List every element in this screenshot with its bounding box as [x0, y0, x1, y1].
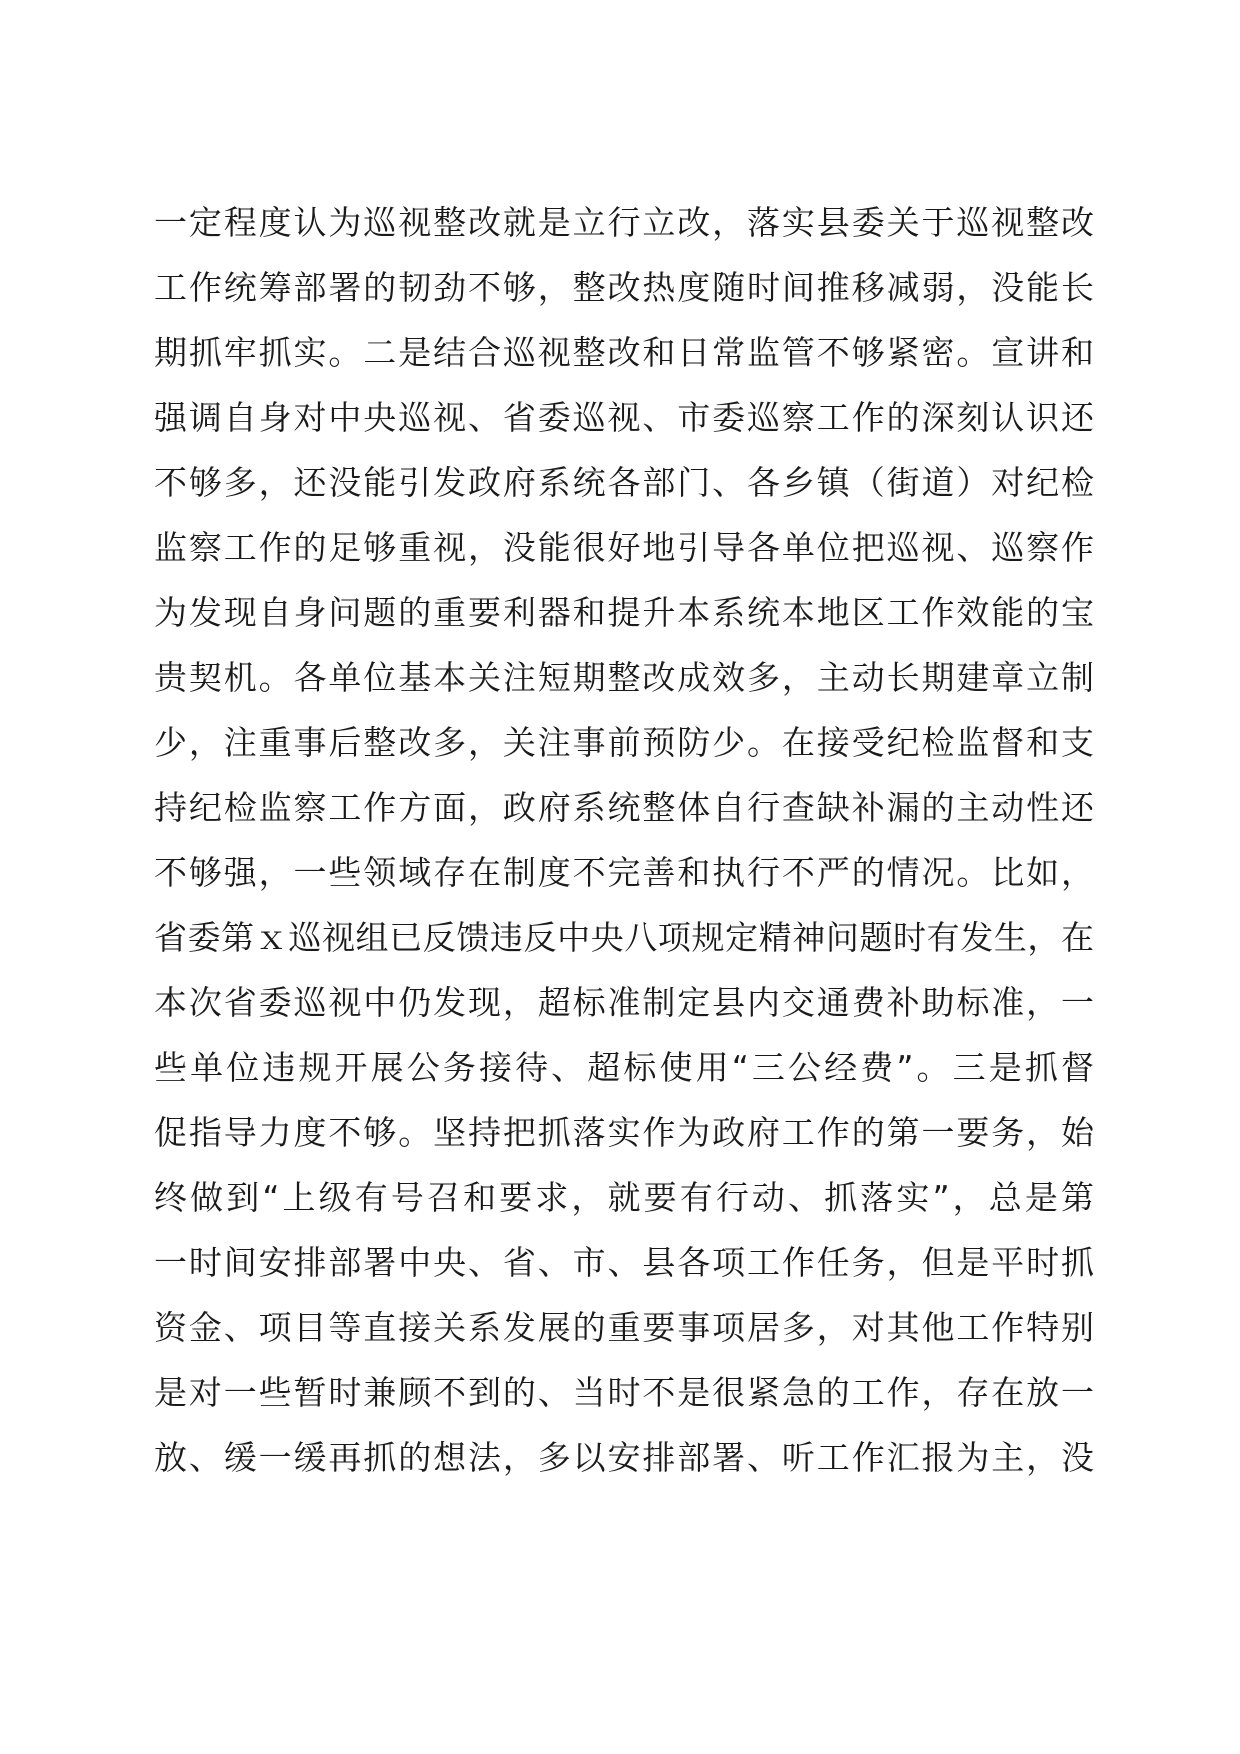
text-line: 一定程度认为巡视整改就是立行立改，落实县委关于巡视整改	[154, 203, 1094, 242]
text-line: 一时间安排部署中央、省、市、县各项工作任务，但是平时抓	[154, 1243, 1094, 1282]
body-paragraph	[154, 190, 1094, 1490]
text-line: 贵契机。各单位基本关注短期整改成效多，主动长期建章立制	[154, 658, 1094, 697]
text-line: 不够多，还没能引发政府系统各部门、各乡镇（街道）对纪检	[154, 463, 1094, 502]
text-line: 资金、项目等直接关系发展的重要事项居多，对其他工作特别	[154, 1308, 1094, 1347]
text-line: 强调自身对中央巡视、省委巡视、市委巡察工作的深刻认识还	[154, 398, 1094, 437]
text-line: 放、缓一缓再抓的想法，多以安排部署、听工作汇报为主，没	[154, 1438, 1094, 1477]
text-line: 不够强，一些领域存在制度不完善和执行不严的情况。比如，	[154, 853, 1094, 892]
text-line: 监察工作的足够重视，没能很好地引导各单位把巡视、巡察作	[154, 528, 1094, 567]
text-line: 为发现自身问题的重要利器和提升本系统本地区工作效能的宝	[154, 593, 1094, 632]
text-line: 促指导力度不够。坚持把抓落实作为政府工作的第一要务，始	[154, 1113, 1094, 1152]
text-line: 工作统筹部署的韧劲不够，整改热度随时间推移减弱，没能长	[154, 268, 1094, 307]
text-line: 是对一些暂时兼顾不到的、当时不是很紧急的工作，存在放一	[154, 1373, 1094, 1412]
text-line: 期抓牢抓实。二是结合巡视整改和日常监管不够紧密。宣讲和	[154, 333, 1094, 372]
text-line: 持纪检监察工作方面，政府系统整体自行查缺补漏的主动性还	[154, 788, 1094, 827]
text-line: 省委第ｘ巡视组已反馈违反中央八项规定精神问题时有发生，在	[154, 918, 1094, 957]
text-line: 本次省委巡视中仍发现，超标准制定县内交通费补助标准，一	[154, 983, 1094, 1022]
text-line: 少，注重事后整改多，关注事前预防少。在接受纪检监督和支	[154, 723, 1094, 762]
text-line: 些单位违规开展公务接待、超标使用“三公经费”。三是抓督	[154, 1048, 1094, 1087]
text-line: 终做到“上级有号召和要求，就要有行动、抓落实”，总是第	[154, 1178, 1094, 1217]
